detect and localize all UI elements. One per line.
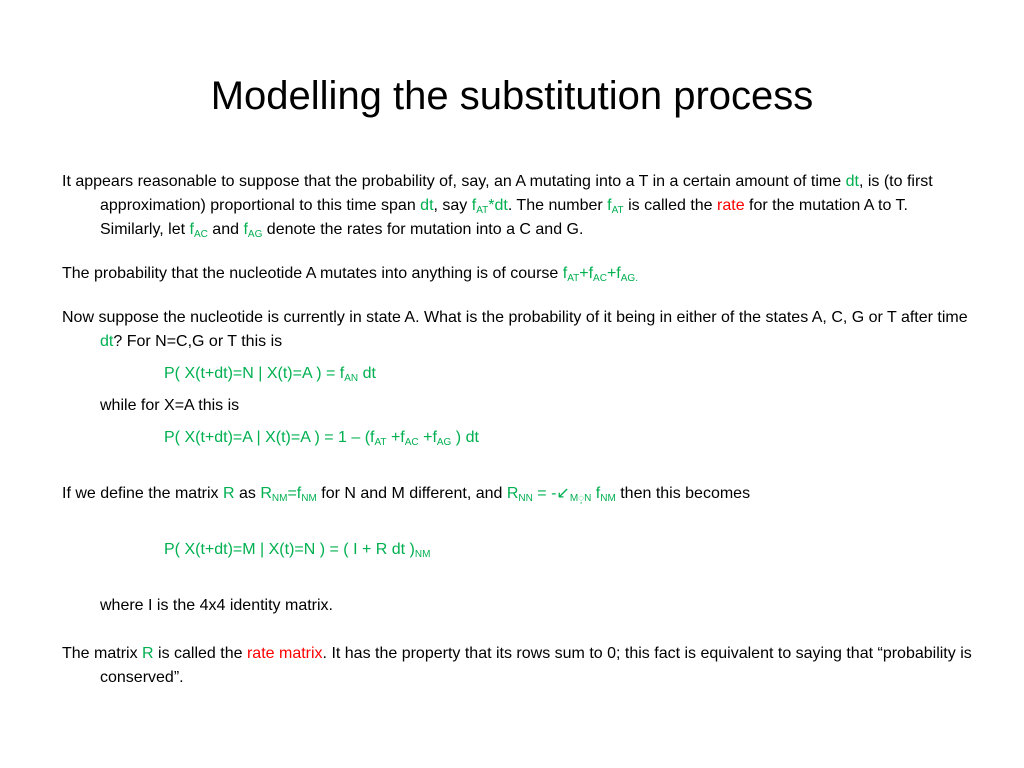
text: , say bbox=[433, 197, 472, 214]
rate-matrix-term: rate matrix bbox=[246, 645, 323, 662]
paragraph-total-probability bbox=[62, 262, 972, 286]
paragraph-matrix-definition bbox=[62, 482, 972, 506]
text: . The number bbox=[507, 197, 608, 214]
r-symbol: R bbox=[506, 485, 519, 502]
f-symbol: f bbox=[189, 221, 194, 238]
subscript: NM bbox=[600, 493, 616, 504]
plus-f: +f bbox=[606, 265, 621, 282]
f-symbol: f bbox=[562, 265, 568, 282]
subscript: AG bbox=[247, 229, 263, 240]
subscript: AC bbox=[593, 273, 607, 284]
subscript: AG bbox=[436, 437, 452, 448]
paragraph-rate-definition bbox=[62, 170, 972, 242]
equation-text: dt bbox=[358, 365, 376, 382]
f-symbol: f bbox=[471, 197, 477, 214]
dt-term: dt bbox=[420, 197, 434, 214]
text: Now suppose the nucleotide is currently in state A. What is the probability of it being in either of the states A, C, G or T after time bbox=[62, 309, 968, 326]
text: If we define the matrix bbox=[62, 485, 223, 502]
times-dt: *dt bbox=[488, 197, 508, 214]
text: , is (to first approximation) proportional to this time span bbox=[100, 173, 933, 214]
subscript: AG. bbox=[620, 273, 638, 284]
dt-term: dt bbox=[100, 333, 114, 350]
text: The matrix bbox=[62, 645, 143, 662]
subscript: NM bbox=[271, 493, 288, 504]
where-line: where I is the 4x4 identity matrix. bbox=[100, 597, 333, 614]
rate-term: rate bbox=[717, 197, 745, 214]
text: . It has the property that its rows sum to 0; this fact is equivalent to saying that “probability is conserved”. bbox=[100, 645, 972, 686]
r-nm-definition bbox=[260, 485, 316, 502]
equation-text: P( X(t+dt)=A | X(t)=A ) = 1 – (f bbox=[164, 429, 375, 446]
f-at-dt-term bbox=[472, 197, 508, 214]
text: is called the bbox=[153, 645, 247, 662]
text: for the mutation A to T. Similarly, let bbox=[100, 197, 908, 238]
while-line: while for X=A this is bbox=[100, 397, 240, 414]
matrix-r-symbol: R bbox=[142, 645, 154, 662]
matrix-r-symbol: R bbox=[222, 485, 235, 502]
f-symbol: f bbox=[591, 485, 601, 502]
text: and bbox=[207, 221, 244, 238]
f-symbol: f bbox=[243, 221, 248, 238]
f-ag-term bbox=[243, 221, 262, 238]
plus-f: +f bbox=[579, 265, 594, 282]
subscript: NM bbox=[414, 549, 431, 560]
paragraph-rate-matrix bbox=[62, 642, 972, 690]
text: ? For N=C,G or T this is bbox=[113, 333, 283, 350]
dt-term: dt bbox=[845, 173, 859, 190]
slide-title: Modelling the substitution process bbox=[210, 74, 814, 118]
subscript: AT bbox=[567, 273, 580, 284]
text: It appears reasonable to suppose that the probability of, say, an A mutating into a T in a certain amount of time bbox=[62, 173, 846, 190]
equals-f: =f bbox=[287, 485, 302, 502]
equation-transition-n bbox=[62, 362, 972, 386]
equals-minus-sum: = -↙ bbox=[532, 485, 570, 502]
subscript: AT bbox=[476, 205, 489, 216]
equation-text: +f bbox=[418, 429, 437, 446]
r-symbol: R bbox=[260, 485, 272, 502]
subscript: M◌͙N bbox=[569, 493, 592, 504]
f-ac-term bbox=[190, 221, 208, 238]
text: for N and M different, and bbox=[316, 485, 507, 502]
f-at-term bbox=[607, 197, 624, 214]
text: is called the bbox=[623, 197, 718, 214]
text: denote the rates for mutation into a C and G. bbox=[262, 221, 584, 238]
equation-transition-a bbox=[62, 426, 972, 450]
text: then this becomes bbox=[615, 485, 751, 502]
slide-body bbox=[62, 170, 972, 690]
subscript: NN bbox=[518, 493, 533, 504]
subscript: AT bbox=[611, 205, 624, 216]
equation-text: P( X(t+dt)=M | X(t)=N ) = ( I + R dt ) bbox=[164, 541, 415, 558]
text: as bbox=[234, 485, 261, 502]
subscript: AC bbox=[193, 229, 208, 240]
equation-text: P( X(t+dt)=N | X(t)=A ) = f bbox=[164, 365, 345, 382]
r-nn-definition bbox=[507, 485, 616, 502]
text: The probability that the nucleotide A mutates into anything is of course bbox=[62, 265, 563, 282]
subscript: AN bbox=[344, 373, 359, 384]
equation-text: +f bbox=[386, 429, 405, 446]
equation-matrix-form bbox=[62, 538, 972, 562]
paragraph-state-a bbox=[62, 306, 972, 354]
subscript: AC bbox=[404, 437, 419, 448]
equation-text: ) dt bbox=[451, 429, 479, 446]
sum-of-rates bbox=[563, 265, 638, 282]
subscript: AT bbox=[374, 437, 387, 448]
f-symbol: f bbox=[607, 197, 612, 214]
subscript: NM bbox=[301, 493, 317, 504]
